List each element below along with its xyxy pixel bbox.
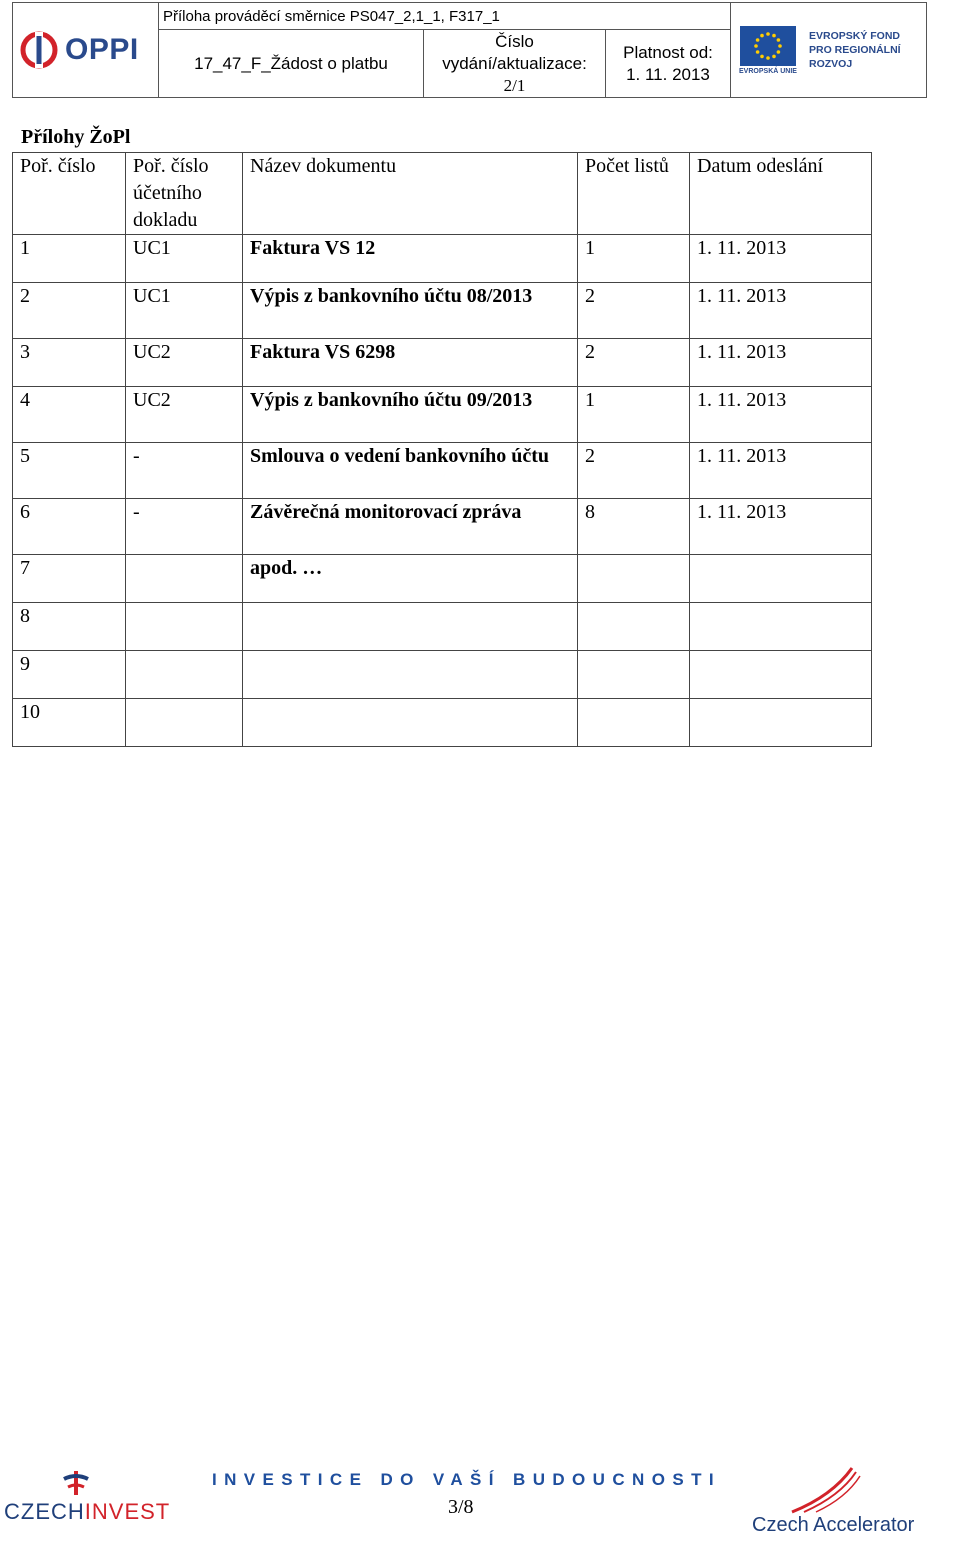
header-cell-order: Poř. číslo — [13, 153, 126, 235]
row-count-cell: 1 — [578, 387, 690, 443]
table-row — [13, 339, 872, 387]
eu-caption: EVROPSKÁ UNIE — [739, 67, 797, 75]
czechinvest-logo: CZECHINVEST — [4, 1465, 170, 1525]
row-doc-cell: - — [126, 499, 243, 555]
table-row — [13, 603, 872, 651]
row-count-cell: 2 — [578, 339, 690, 387]
row-order-cell: 6 — [13, 499, 126, 555]
row-doc-cell: UC1 — [126, 283, 243, 339]
row-date-cell — [690, 699, 872, 747]
header-doc-code: 17_47_F_Žádost o platbu — [159, 30, 424, 98]
table-row — [13, 555, 872, 603]
row-order-cell: 7 — [13, 555, 126, 603]
row-name-cell: Výpis z bankovního účtu 09/2013 — [243, 387, 578, 443]
row-count-cell: 8 — [578, 499, 690, 555]
accelerator-swoosh-icon — [752, 1466, 942, 1514]
row-count-cell — [578, 555, 690, 603]
row-doc-cell: UC2 — [126, 387, 243, 443]
row-date-cell: 1. 11. 2013 — [690, 235, 872, 283]
table-header-row — [13, 153, 872, 235]
row-name-cell — [243, 651, 578, 699]
header-cell-name: Název dokumentu — [243, 153, 578, 235]
row-date-cell: 1. 11. 2013 — [690, 387, 872, 443]
oppi-logo-icon — [19, 28, 59, 72]
row-order-cell: 5 — [13, 443, 126, 499]
attachments-table — [12, 152, 872, 747]
row-doc-cell: UC2 — [126, 339, 243, 387]
row-doc-cell: - — [126, 443, 243, 499]
table-row — [13, 699, 872, 747]
czech-accelerator-logo: Czech Accelerator — [752, 1466, 942, 1537]
header-issue-number: Číslo vydání/aktualizace: 2/1 — [424, 30, 606, 98]
row-name-cell — [243, 603, 578, 651]
row-count-cell — [578, 651, 690, 699]
row-count-cell: 1 — [578, 235, 690, 283]
row-date-cell: 1. 11. 2013 — [690, 339, 872, 387]
row-name-cell: Smlouva o vedení bankovního účtu — [243, 443, 578, 499]
row-order-cell: 10 — [13, 699, 126, 747]
header-validity: Platnost od: 1. 11. 2013 — [606, 30, 731, 98]
eu-erdf-logo — [731, 3, 927, 98]
row-date-cell — [690, 603, 872, 651]
row-name-cell: Výpis z bankovního účtu 08/2013 — [243, 283, 578, 339]
row-date-cell: 1. 11. 2013 — [690, 443, 872, 499]
page-number: 3/8 — [448, 1496, 474, 1518]
row-order-cell: 4 — [13, 387, 126, 443]
header-cell-date: Datum odeslání — [690, 153, 872, 235]
document-header — [12, 2, 927, 98]
row-count-cell — [578, 603, 690, 651]
czechinvest-mark-icon — [4, 1465, 154, 1499]
table-row — [13, 499, 872, 555]
row-name-cell: Faktura VS 12 — [243, 235, 578, 283]
row-name-cell: apod. … — [243, 555, 578, 603]
row-count-cell — [578, 699, 690, 747]
row-count-cell: 2 — [578, 283, 690, 339]
oppi-logo-text: OPPI — [65, 33, 139, 66]
row-order-cell: 3 — [13, 339, 126, 387]
row-doc-cell — [126, 603, 243, 651]
header-directive-line: Příloha prováděcí směrnice PS047_2,1_1, F317_1 — [159, 3, 731, 30]
row-doc-cell: UC1 — [126, 235, 243, 283]
table-row — [13, 235, 872, 283]
table-row — [13, 443, 872, 499]
row-order-cell: 1 — [13, 235, 126, 283]
row-count-cell: 2 — [578, 443, 690, 499]
table-row — [13, 283, 872, 339]
table-row — [13, 651, 872, 699]
header-cell-doc-order: Poř. číslo účetního dokladu — [126, 153, 243, 235]
row-doc-cell — [126, 555, 243, 603]
row-date-cell — [690, 555, 872, 603]
row-doc-cell — [126, 699, 243, 747]
row-date-cell: 1. 11. 2013 — [690, 499, 872, 555]
row-order-cell: 8 — [13, 603, 126, 651]
row-order-cell: 2 — [13, 283, 126, 339]
row-name-cell: Závěrečná monitorovací zpráva — [243, 499, 578, 555]
row-name-cell: Faktura VS 6298 — [243, 339, 578, 387]
eu-flag-icon — [740, 26, 796, 66]
footer-slogan: INVESTICE DO VAŠÍ BUDOUCNOSTI — [212, 1470, 721, 1489]
row-date-cell: 1. 11. 2013 — [690, 283, 872, 339]
row-date-cell — [690, 651, 872, 699]
row-doc-cell — [126, 651, 243, 699]
row-order-cell: 9 — [13, 651, 126, 699]
row-name-cell — [243, 699, 578, 747]
table-row — [13, 387, 872, 443]
erdf-text: EVROPSKÝ FOND PRO REGIONÁLNÍ ROZVOJ — [809, 30, 901, 70]
oppi-logo — [13, 3, 159, 98]
header-cell-count: Počet listů — [578, 153, 690, 235]
section-title: Přílohy ŽoPl — [21, 126, 131, 148]
